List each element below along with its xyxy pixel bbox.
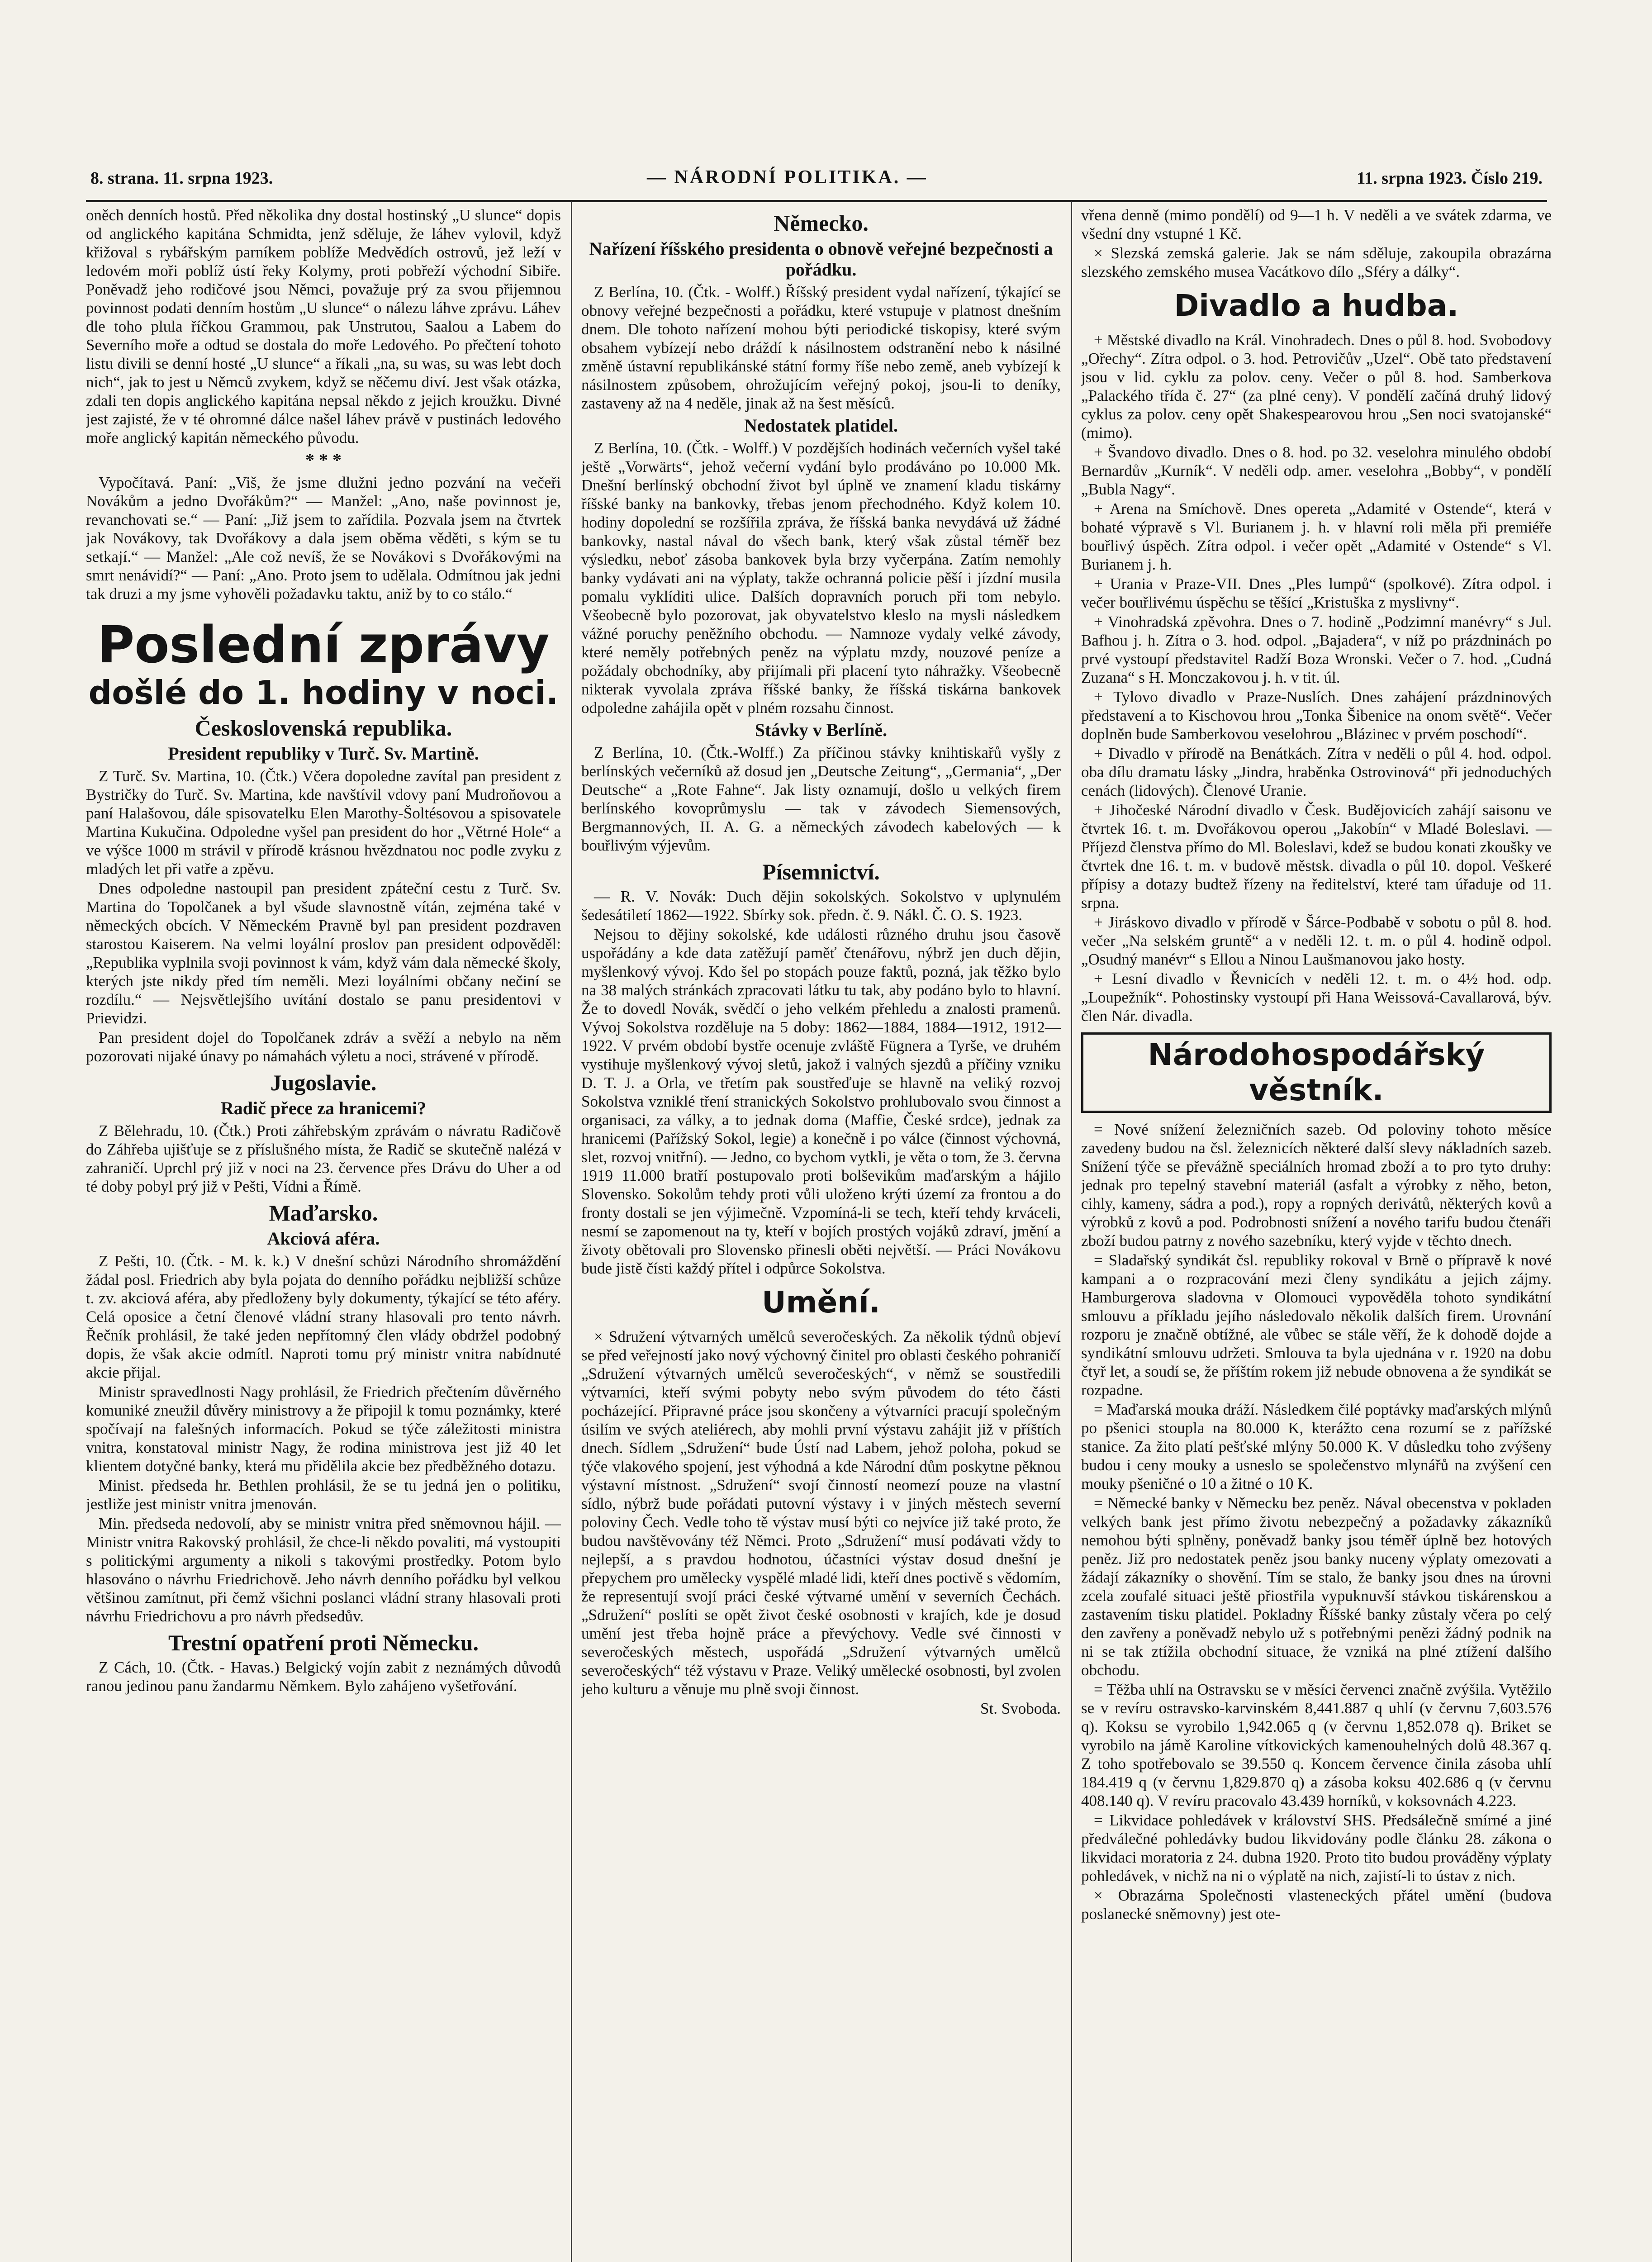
separator-stars: * * *	[305, 450, 342, 470]
paragraph: + Jihočeské Národní divadlo v Česk. Budějovicích zahájí saisonu ve čtvrtek 16. t. m. Dvořákovou operou „Jakobín“ v Mladé Boleslavi. — Příjezd členstva přímo do Ml. Boleslavi, kdež se budou konati zkoušky ve čtvrtek dne 16. t. m. v budově městsk. divadla o půl 10. dopol. Veškeré přípisy a dotazy budtež řízeny na ředitelství, které tam úřaduje od 11. srpna.	[1081, 801, 1552, 912]
paragraph: + Arena na Smíchově. Dnes opereta „Adamité v Ostende“, která v bohaté výpravě s Vl. Burianem j. h. v hlavní roli měla při premiéře bouřlivý úspěch. Zítra odpol. i večer opět „Adamité v Ostende“ s Vl. Burianem j. h.	[1081, 500, 1552, 573]
header-left: 8. strana. 11. srpna 1923.	[90, 169, 273, 188]
signature: St. Svoboda.	[980, 1700, 1061, 1717]
paragraph: oněch denních hostů. Před několika dny dostal hostinský „U slunce“ dopis od anglického kapitána Schmidta, jenž sděluje, že láhev vylovil, když křižoval s rybářským parníkem poblíže Medvědích ostrovů, jež leží v ledovém moři poblíž ústí řeky Kolymy, proti pobřeží východní Sibiře. Poněvadž jeho rodičové jsou Němci, považuje prý za svou přijemnou povinnost podati denním hostům „U slunce“ o nálezu láhve zprávu. Láhev dle toho plula říčkou Grammou, pak Unstrutou, Saalou a Labem do Severního moře a odtud se dostala do moře Ledového. Po přečtení tohoto listu divili se denní hosté „U slunce“ a říkali „na, su was, su was lebt doch nich“, jak to jest u Němců zvykem, když se něčemu diví. Jest však otázka, zdali ten dopis anglického kapitána nepsal někdo z jejich kroužku. Divné jest zajisté, že v té ohromné dálce našel láhev právě v pustinách ledového moře anglický kapitán německého původu.	[86, 206, 561, 447]
paragraph: + Lesní divadlo v Řevnicích v neděli 12. t. m. o 4½ hod. odp. „Loupežník“. Pohostinsky vystoupí při Hana Weissová-Cavallarová, býv. člen Nár. divadla.	[1081, 970, 1552, 1025]
heading: Trestní opatření proti Německu.	[168, 1630, 479, 1655]
heading: Národohospodářský věstník.	[1081, 1032, 1552, 1113]
masthead: — NÁRODNÍ POLITIKA. —	[647, 167, 928, 188]
paragraph: Vypočítavá. Paní: „Viš, že jsme dlužni jedno pozvání na večeři Novákům a jedno Dvořákům?“ — Manžel: „Ano, naše povinnost je, revanchovati se.“ — Paní: „Již jsem to zařídila. Pozvala jsem na čtvrtek jak Novákovy, tak Dvořákovy a dala jsem oběma věděti, s kým se tu setkají.“ — Manžel: „Ale což nevíš, že se Novákovi s Dvořákovými na smrt nenávidí?“ — Paní: „Ano. Proto jsem to udělala. Odmítnou jak jedni tak druzi a my jsme vyhověli požadavku taktu, aniž by to co stálo.“	[86, 474, 561, 603]
subheading: Stávky v Berlíně.	[755, 720, 888, 740]
paragraph: vřena denně (mimo pondělí) od 9—1 h. V neděli a ve svátek zdarma, ve všední dny vstupné 1 Kč.	[1081, 206, 1552, 242]
paragraph: = Likvidace pohledávek v království SHS. Předsálečně smírné a jiné předválečné pohledávky budou likvidovány podle článku 28. zákona o likvidaci moratoria z 24. dubna 1920. Proto tito budou prováděny výplaty pohledávek, v nichž na ni o výplatě na nich, zajistí-li to ústav z nich.	[1081, 1811, 1552, 1885]
heading: Umění.	[762, 1285, 880, 1320]
heading: Německo.	[774, 210, 869, 236]
paragraph: × Obrazárna Společnosti vlasteneckých přátel umění (budova poslanecké sněmovny) jest ote-	[1081, 1887, 1552, 1923]
paragraph: — R. V. Novák: Duch dějin sokolských. Sokolstvo v uplynulém šedesátiletí 1862—1922. Sbírky sok. předn. č. 9. Nákl. Č. O. S. 1923.	[581, 888, 1061, 924]
heading: Československá republika.	[195, 715, 452, 741]
paragraph: Nejsou to dějiny sokolské, kde události různého druhu jsou časově uspořádány a kde data zatěžují paměť čtenářovu, nýbrž jen duch dějin, myšlenkový vývoj. Kdo šel po stopách pouze faktů, pozná, jak těžko bylo na 38 malých stránkách zpracovati látku tu tak, aby podáno bylo to hlavní. Že to dovedl Novák, svědčí o jeho velkém přehledu a znalosti pramenů. Vývoj Sokolstva rozděluje na 5 doby: 1862—1884, 1884—1912, 1912—1922. V prvém období bystře ocenuje zvláště Fügnera a Tyrše, ve druhém vystihuje myšlenkový vývoj sletů, jakož i valných sjezdů a příčiny vzniku D. T. J. a Orla, ve třetím pak soustřeďuje se hlavně na veliký rozvoj Sokolstva vzniklé tření stranických Sokolstvo prohlubovalo svou činnost a organisaci, za války, a to jednak doma (Maffie, České srdce), jednak za hranicemi (Pařížský Sokol, legie) a konečně i po válce (činnost výchovná, slet, rozvoj vnitřní). — Jedno, co bychom vytkli, je věta o tom, že 3. června 1919 11.000 bratří postupovalo proti bolševikům maďarským a hájilo Slovensko. Sokolům tehdy proti vůli uloženo krýti území za frontou a do fronty dostali se jen výjimečně. Vzpomíná-li se tech, kteří tehdy krváceli, nesmí se zapomenout na ty, kteří v bojích prostých vojáků zdraví, jmění a životy obětovali pro Slovensko přinesli oběti největší. — Práci Novákovu bude jistě čísti každý přítel i odpůrce Sokolstva.	[581, 926, 1061, 1277]
page-header	[86, 164, 1547, 202]
paragraph: = Nové snížení železničních sazeb. Od poloviny tohoto měsíce zavedeny budou na čsl. železnicích některé další slevy nákladních sazeb. Snížení týče se převážně speciálních hromad zboží a to pro tyto druhy: jednak pro tepelný stavební materiál (asfalt a výrobky z něho, beton, cihly, kameny, sádra a pod.), ropy a ropných derivátů, některých kovů a výrobků z kovů a pod. Podrobnosti snížení a nového tarifu budou čtenáři zboží budou patrny z nového sazebníku, který vyjde v těchto dnech.	[1081, 1121, 1552, 1250]
paragraph: Ministr spravedlnosti Nagy prohlásil, že Friedrich přečtením důvěrného komuniké zneužil důvěry ministrovy a že připojil k tomu poznámky, které spočívají na falešných informacích. Pokud se týče záležitosti ministra vnitra, konstatoval ministr Nagy, že rodina ministrova jest již 40 let klientem dotyčné banky, která mu přidělila akcie bez předběžného dotazu.	[86, 1383, 561, 1475]
paragraph: Minist. předseda hr. Bethlen prohlásil, že se tu jedná jen o politiku, jestliže jest ministr vnitra jmenován.	[86, 1477, 561, 1513]
subheading: President republiky v Turč. Sv. Martině.	[168, 743, 479, 764]
column-rule	[1071, 201, 1072, 2262]
header-right: 11. srpna 1923. Číslo 219.	[1357, 169, 1543, 188]
paragraph: + Švandovo divadlo. Dnes o 8. hod. po 32. veselohra minulého období Bernardův „Kurník“. V neděli odp. amer. veselohra „Bobby“, v pondělí „Bubla Nagy“.	[1081, 443, 1552, 498]
column-1	[86, 206, 561, 2262]
paragraph: Pan president dojel do Topolčanek zdráv a svěží a nebylo na něm pozorovati nijaké únavy po námahách výletu a noci, strávené v přírodě.	[86, 1029, 561, 1065]
subheading: Nařízení říšského presidenta o obnově veřejné bezpečnosti a pořádku.	[589, 238, 1053, 280]
paragraph: + Vinohradská zpěvohra. Dnes o 7. hodině „Podzimní manévry“ s Jul. Bafhou j. h. Zítra o 3. hod. odpol. „Bajadera“, v níž po prázdninách po prvé vystoupí představitel Radží Boza Wronski. Večer o 7. hod. „Cudná Zuzana“ s H. Monczakovou j. h. v tit. úl.	[1081, 613, 1552, 686]
paragraph: Z Pešti, 10. (Čtk. - M. k. k.) V dnešní schůzi Národního shromáždění žádal posl. Friedrich aby byla pojata do denního pořádku nejbližší schůze t. zv. akciová aféra, aby předloženy byly dokumenty, týkající se této aféry. Celá oposice a četní členové vládní strany hlasovali pro tento návrh. Řečník prohlásil, že také jeden nepřítomný člen vlády obdržel podobný dopis, že však akcie odmítl. Naproti tomu prý ministr vnitra nabídnuté akcie přijal.	[86, 1252, 561, 1381]
paragraph: Z Cách, 10. (Čtk. - Havas.) Belgický vojín zabit z neznámých důvodů ranou jedinou panu žandarmu Němkem. Bylo zahájeno vyšetřování.	[86, 1658, 561, 1695]
subheading: Radič přece za hranicemi?	[220, 1098, 427, 1118]
paragraph: + Tylovo divadlo v Praze-Nuslích. Dnes zahájení prázdninových představení a to Kischovou hrou „Tonka Šibenice na onom světě“. Večer doplněn bude Samberkovou veselohrou „Blázinec v prvém poschodí“.	[1081, 688, 1552, 743]
heading: Písemnictví.	[762, 859, 880, 884]
paragraph: Z Berlína, 10. (Čtk. - Wolff.) Říšský president vydal nařízení, týkající se obnovy veřejné bezpečnosti a pořádku, které vstupuje v platnost dnešním dnem. Dle tohoto nařízení mohou býti periodické tiskopisy, které svým obsahem vybízejí nebo dráždí k násilnostem odstranění nebo k násilné změně ústavní republikánské státní formy říše nebo země, aneb vybízejí k násilnostem způsobem, ohrožujícím veřejný pokoj, jsou-li to deníky, zastaveny až na 4 neděle, jinak až na šest měsíců.	[581, 283, 1061, 412]
section-title: Poslední zprávy	[97, 616, 550, 675]
section-subtitle: došlé do 1. hodiny v noci.	[88, 674, 559, 712]
subheading: Akciová aféra.	[267, 1228, 380, 1249]
paragraph: Z Turč. Sv. Martina, 10. (Čtk.) Včera dopoledne zavítal pan president z Bystričky do Turč. Sv. Martina, kde navštívil vdovy paní Mudroňovou a paní Halašovou, dále spisovatelku Elen Marothy-Šoltésovou a spisovatele Martina Kukučina. Odpoledne vyšel pan president do hor „Větrné Hole“ a ve výšce 1000 m strávil v přírodě krásnou hvězdnatou noc podle zvyku z mladých let při vatře a zpěvu.	[86, 767, 561, 878]
paragraph: + Divadlo v přírodě na Benátkách. Zítra v neděli o půl 4. hod. odpol. oba dílu dramatu lásky „Jindra, hraběnka Ostrovinová“ při jednoduchých cenách (lidových). Členové Uranie.	[1081, 745, 1552, 799]
column-rule	[571, 201, 572, 2262]
paragraph: × Sdružení výtvarných umělců severočeských. Za několik týdnů objeví se před veřejností jako nový výchovný činitel pro oblasti českého pohraničí „Sdružení výtvarných umělců severočeských“, v němž se soustředili výtvarníci, kteří svými pobyty nebo svým původem do této části pocházející. Připravné práce jsou skončeny a výtvarníci pracují společným úsilím ve svých ateliérech, aby mohli první výstavu zahájit již v příštích dnech. Sídlem „Sdružení“ bude Ústí nad Labem, jehož poloha, pokud se týče vlakového spojení, jest výhodná a kde Národní dům poskytne pěknou výstavní místnost. „Sdružení“ svojí činností neomezí pouze na vlastní sídlo, nýbrž bude pořádati putovní výstavy i v jiných městech severní poloviny Čech. Vedle toho tě výstav musí býti co nejvíce již také proto, že budou navštěvovány též Němci. Proto „Sdružení“ musí podávati vždy to nejlepší, a s pravdou hodnotou, účastníci výstav dosud dnešní je přepychem pro umělecky vyspělé mladé lidi, kteří dnes poctivě s vědomím, že representují svojí práci české výtvarné umění v severních Čechách. „Sdružení“ poslíti se opět život české osobnosti v krajích, kde je dosud umění jest třeba hojně práce a převýchovy. Vedle své činnosti v severočeských městech, uspořádá „Sdružení výtvarných umělců severočeských“ též výstavu v Praze. Veliký umělecké osobnosti, byl zvolen jeho kulturu a věnuje mu plně svoji činnost.	[581, 1328, 1061, 1698]
paragraph: Z Bělehradu, 10. (Čtk.) Proti záhřebským zprávám o návratu Radičově do Záhřeba ujišťuje se z příslušného místa, že Radič se skutečně nalézá v zahraničí. Uprchl prý již v noci na 23. července přes Drávu do Uher a od té doby pobyl prý již v Pešti, Vídni a Římě.	[86, 1122, 561, 1195]
paragraph: = Těžba uhlí na Ostravsku se v měsíci červenci značně zvýšila. Vytěžilo se v revíru ostravsko-karvinském 8,441.887 q uhlí (v červnu 7,603.576 q). Koksu se vyrobilo 1,942.065 q (v červnu 1,852.078 q). Briket se vyrobilo na jámě Karoline vítkovických kamenouhelných dolů 48.367 q. Z toho spotřebovalo se 39.550 q. Koncem července činila zásoba uhlí 184.419 q (v červnu 1,829.870 q) a zásoba koksu 402.686 q (v červnu 408.140 q). V revíru pracovalo 43.439 horníků, v koksovnách 4.223.	[1081, 1681, 1552, 1810]
column-2	[581, 206, 1061, 2262]
heading: Maďarsko.	[269, 1200, 378, 1226]
subheading: Nedostatek platidel.	[744, 415, 898, 436]
paragraph: Dnes odpoledne nastoupil pan president zpáteční cestu z Turč. Sv. Martina do Topolčanek a byl všude slavnostně vítán, zejména také v německých obcích. V Německém Pravně byl pan president pozdraven starostou Kaiserem. Na velmi loyální proslov pan president odpověděl: „Republika vyplnila svoji povinnost k vám, když vám dala německé školy, kterých jste nikdy před tím neměli. Mezi loyálními občany nečiní se rozdílu.“ — Nejsvětlejšího uvítání dostalo se panu presidentovi v Prievidzi.	[86, 879, 561, 1027]
paragraph: = Maďarská mouka dráží. Následkem čilé poptávky maďarských mlýnů po pšenici stoupla na 80.000 K, kterážto cena rozumí se z pařížské stanice. Za žito platí pešťské mlýny 50.000 K. V důsledku toho zvýšeny budou i ceny mouky a usneslo se společenstvo mlynářů na zvýšení cen mouky pšeničné o 10 a žitné o 10 K.	[1081, 1401, 1552, 1492]
paragraph: + Městské divadlo na Král. Vinohradech. Dnes o půl 8. hod. Svobodovy „Ořechy“. Zítra odpol. o 3. hod. Petrovičův „Uzel“. Obě tato představení jsou v lid. cyklu za polov. ceny. Večer o půl 8. hod. Samberkova „Palackého třída č. 27“ (za plné ceny). V pondělí začíná druhý lidový cyklus za polov. ceny opět Shakespearovou hrou „Sen noci svatojanské“ (mimo).	[1081, 331, 1552, 442]
paragraph: = Sladařský syndikát čsl. republiky rokoval v Brně o přípravě k nové kampani a o rozpracování mezi členy syndikátu a jejich zájmy. Hamburgerova sladovna v Olomouci vypověděla tohoto syndikátní smlouvu a příkladu jejího následovalo několik dalších firem. Urovnání rozporu je značně obtížné, ale vůbec se stále věří, že k dohodě dojde a syndikátní smlouvu udržeti. Smlouva ta byla ujednána v r. 1920 na dobu čtyř let, a soudí se, že příštím rokem již nebude obnovena a že syndikát se rozpadne.	[1081, 1251, 1552, 1399]
column-3	[1081, 206, 1552, 2262]
paragraph: Z Berlína, 10. (Čtk. - Wolff.) V pozdějších hodinách večerních vyšel také ještě „Vorwärts“, jehož večerní vydání bylo prodáváno po 10.000 Mk. Dnešní berlínský obchodní život byl úplně ve znamení kladu tiskárny říšské banky na bankovky, třebas jenom přechodného. Když kolem 10. hodiny dopolední se rozšířila zpráva, že říšská banka nevydává už žádné bankovky, nastal nával do všech bank, který však zůstal téměř bez výsledku, neboť zásoba bankovek byla brzy vyčerpána. Zatím nemohly banky vydávati ani na výplaty, takže ochranná policie pěší i jízdní musila pomalu vyklíditi ulice. Dalších dopravních poruch při tom nebylo. Všeobecně bylo pozorovat, jak obyvatelstvo kleslo na mysli následkem vážné poruchy peněžního obchodu. — Namnoze vydaly velké závody, které neměly potřebných peněz na výplatu mzdy, nouzové peníze a požádaly obchodníky, aby přijímali při placení tyto náhražky. Všeobecně nikterak vyvolala zpráva říšské banky, že říšská tiskárna bankovek odpoledne zahájila opět v plném rozsahu činnost.	[581, 439, 1061, 717]
paragraph: + Jiráskovo divadlo v přírodě v Šárce-Podbabě v sobotu o půl 8. hod. večer „Na selském gruntě“ a v neděli 12. t. m. o půl 4. hodině odpol. „Osudný manévr“ s Ellou a Ninou Laušmanovou jako hosty.	[1081, 913, 1552, 968]
paragraph: + Urania v Praze-VII. Dnes „Ples lumpů“ (spolkové). Zítra odpol. i večer bouřlivému úspěchu se těšící „Kristuška z myslivny“.	[1081, 575, 1552, 611]
heading: Jugoslavie.	[270, 1070, 377, 1095]
paragraph: = Německé banky v Německu bez peněz. Nával obecenstva v pokladen velkých bank jest přímo životu nebezpečný a požadavky zákazníků nemohou býti splněny, poněvadž banky jsou téměř úplně bez hotových peněz. Již pro nedostatek peněz jsou banky nuceny výplaty omezovati a žádají zákazníky o shovění. Tím se stalo, že banky jsou dnes na úrovni zcela zoufalé situaci ještě přiostřila vypuknuvší stávkou tiskárenskou a zastavením tisku platidel. Pokladny Říšské banky zůstaly včera po celý den zavřeny a poněvadž nebylo už s potřebnými penězi žádný podnik na ni se tak ztížila obchodní situace, že vzniká na plné ztížení dalšího obchodu.	[1081, 1494, 1552, 1679]
paragraph: Min. předseda nedovolí, aby se ministr vnitra před sněmovnou hájil. — Ministr vnitra Rakovský prohlásil, že chce-li někdo povaliti, má vystoupiti s politickými argumenty a nikoli s takovými prostředky. Potom bylo hlasováno o návrhu Friedrichově. Jeho návrh denního pořádku byl velkou většinou zamítnut, při čemž všichni poslanci vládní strany hlasovali proti návrhu Friedrichovu a pro návrh předsedův.	[86, 1515, 561, 1625]
heading: Divadlo a hudba.	[1174, 288, 1459, 323]
paragraph: × Slezská zemská galerie. Jak se nám sděluje, zakoupila obrazárna slezského zemského musea Vacátkovo dílo „Sféry a dálky“.	[1081, 244, 1552, 280]
paragraph: Z Berlína, 10. (Čtk.-Wolff.) Za příčinou stávky knihtiskařů vyšly z berlínských večerníků až dosud jen „Deutsche Zeitung“, „Germania“, „Der Deutsche“ a „Rote Fahne“. Jak listy oznamují, došlo u velkých firem berlínského kovoprůmyslu — tak v závodech Siemensových, Bergmannových, II. A. G. a německých závodech kabelových — k bouřlivým výjevům.	[581, 744, 1061, 854]
